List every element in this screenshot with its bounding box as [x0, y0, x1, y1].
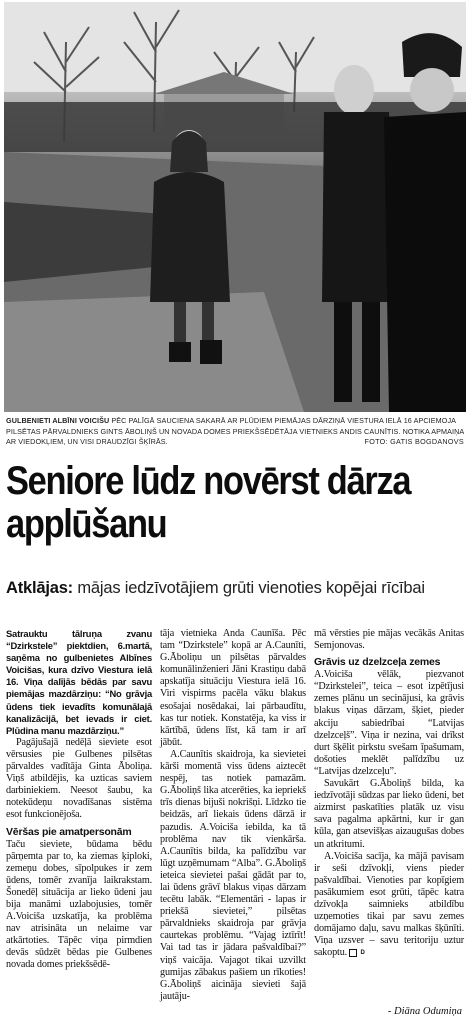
body-paragraph: A.Voiciša vēlāk, piezvanot “Dzirkstelei”, teica – esot izpētījusi zemes plānu un secinājusi, ka grāvis blakus viņas dārzam, šķiet, pieder akciju sabiedrībai “Latvijas dzelzceļš”. Viņa ir nezina, vai drīkst durt šķēlit pirkstu svešam īpašumam, došoties meklēt palīdzību uz “Latvijas dzelzceļu”.	[314, 669, 464, 777]
subhead-kicker: Atklājas:	[6, 579, 73, 597]
author-byline: - Diāna Odumiņa	[387, 1006, 462, 1017]
photo-scene	[4, 2, 466, 412]
caption-lead: GULBENIETI ALBĪNI VOICIŠU	[6, 416, 110, 425]
section-heading: Grāvis uz dzelzceļa zemes	[314, 656, 441, 669]
body-paragraph: Taču sieviete, būdama bēdu pārņemta par to, ka ziemas ķiploki, zemeņu dobes, sīpolpukes ir zem ūdens, tomēr zvanīja laikrakstam. Šonedēļ situācija ar lieko ūdeni jau bija manāmi uzlabojusies, tomēr A.Voiciša uzskatīja, ka problēma nav atrisināta un nelaime var atkārtoties. Tāpēc viņa pirmdien devās sūdzēt bēdas pie Gulbenes novada domes priekšsēdē-	[6, 838, 152, 971]
subheadline	[6, 578, 464, 599]
photo-credit: FOTO: GATIS BOGDANOVS	[364, 437, 464, 446]
article-column-3	[314, 628, 464, 959]
body-text: A.Voiciša sacīja, ka mājā pavisam ir seši dzīvokļi, viens pieder pašvaldībai. Vienoties par kopīgiem pasākumiem esot grūti, tāpēc katra dzīvokļa saimnieks atbildību uzņemoties tikai par savu zemes domājamo daļu, savu malkas šķūnīti. Viņa uzsver – savu teritoriju uztur sakoptu.	[314, 850, 464, 959]
body-paragraph: A.Caunītis skaidroja, ka sievietei kārši momentā viss ūdens aiztecēt nespēj, tas notiek pamazām. G.Āboliņš lika atcerēties, ka iepriekš trīs dienas bijuši nokrišņi. Līdzko tie beidzās, arī liekais ūdens dārzā ir pazudis. A.Voiciša iebilda, ka tā problēma nav tik vienkārša. A.Caunītis bilda, ka palīdzību var lūgt uzņēmumam “Alba”. G.Āboliņš ieteica sievietei pašai gādāt par to, lai ūdens grāvī blakus viņas dārzam tecētu labāk. “Elementāri - lapas ir priekšā sievietei,” pilsētas pārvaldnieks skaidroja par grāvja caurtekas problēmu. “Vajag iztīrīt! Vai tad tas ir jādara pašvaldībai?” viņš vaicāja. Vajagot tikai uzvilkt gumijas zābakus pašiem un rīkoties! G.Āboliņš aicināja sievieti šajā jautāju-	[160, 748, 306, 1002]
article-photo	[4, 2, 466, 412]
caption-text: PĒC PALĪGĀ SAUCIENA SAKARĀ AR PLŪDIEM PIEMĀJAS DĀRZIŅĀ VIESTURA IELĀ 16 APCIEMOJA PILSĒTAS PĀRVALDNIEKS GINTS ĀBOLIŅŠ UN NOVADA DOMES PRIEKŠSĒDĒTĀJA VIETNIEKS ANDIS CAUNĪTIS. NOTIKA APMAIŅA AR VIEDOKĻIEM, UN VISI DRAUDZĪGI ŠĶĪRĀS.	[6, 416, 464, 446]
body-paragraph: Pagājušajā nedēļā sieviete esot vērsusies pie Gulbenes pilsētas pārvaldes vadītāja Ginta Āboliņa. Viņš atbildējis, ka uzticas saviem darbiniekiem. Neesot šaubu, ka notekūdeņu novadīšanas sistēma esot funkcionējoša.	[6, 736, 152, 821]
article-column-1	[6, 628, 152, 972]
body-paragraph: mā vērsties pie mājas vecākās Anitas Semjonovas.	[314, 628, 464, 652]
end-mark-icon: D	[349, 949, 357, 957]
subhead-text: mājas iedzīvotājiem grūti vienoties kopējai rīcībai	[72, 579, 425, 597]
body-paragraph: tāja vietnieka Anda Caunīša. Pēc tam “Dzirkstele” kopā ar A.Caunīti, G.Āboliņu un pilsētas pārvaldes komunālinženieri Jāni Krastiņu dabā apskatīja situāciju Viestura ielā 16. Viri vispirms pacēla vāku blakus esošajai nosēdakai, lai pārbaudītu, kas tur notiek. Konstatēja, ka viss ir kārtībā, ūdens līst, kā tam ir arī jābūt.	[160, 628, 306, 748]
headline: Seniore lūdz novērst dārza applūšanu	[6, 459, 411, 546]
section-heading: Vēršas pie amatpersonām	[6, 825, 132, 838]
body-paragraph	[314, 851, 464, 960]
article-column-2	[160, 628, 306, 1003]
lead-paragraph: Satrauktu tālruņa zvanu “Dzirkstele” piektdien, 6.martā, saņēma no gulbenietes Albīnes Voicišas, kura dzīvo Viestura ielā 16. Viņa dalījās bēdās par savu piemājas mazdārziņu: “No grāvja ūdens tiek ievadīts komunālajā kanalizācijā, bet ievads ir ciet. Plūdina manu mazdārziņu.”	[6, 628, 152, 736]
body-paragraph: Savukārt G.Āboliņš bilda, ka iedzīvotāji sūdzas par lieko ūdeni, bet aizmirst paskatīties platāk uz visu sava pagalma apkārtni, kur ir gan kūla, gan atsevišķas aizaugušas dobes un atkritumi.	[314, 778, 464, 850]
